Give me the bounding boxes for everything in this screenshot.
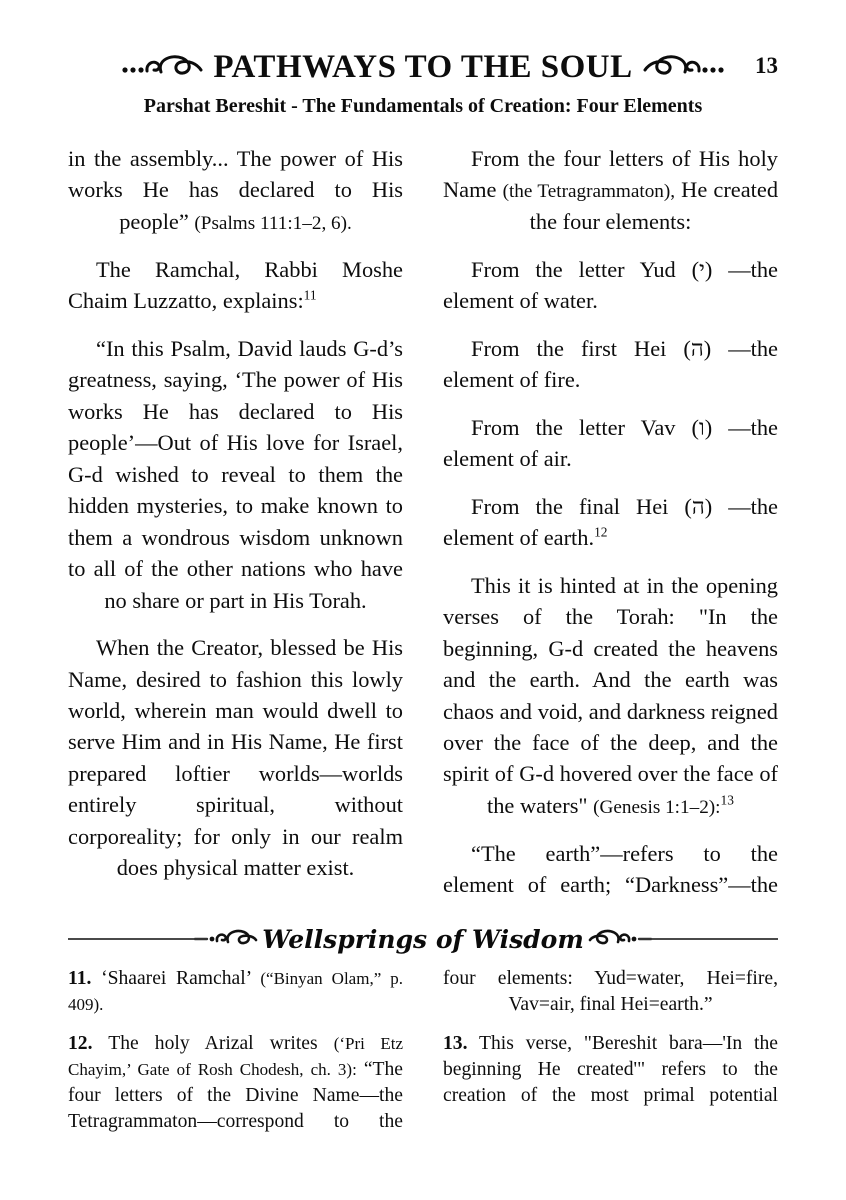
footnote-13	[443, 1031, 778, 1109]
divider-flourish-right-icon	[588, 928, 652, 950]
scroll-flourish-right-icon	[641, 52, 725, 82]
paragraph-text: The Ramchal, Rabbi Moshe Chaim Luzzatto, explains:	[68, 256, 403, 314]
divider-rule-right	[652, 938, 778, 940]
page-number: 13	[755, 53, 778, 78]
paragraph	[443, 412, 778, 475]
paragraph	[443, 491, 778, 554]
footnote-text: The holy Arizal writes	[92, 1032, 334, 1054]
left-column	[68, 143, 403, 917]
footnote-text: four elements: Yud=water, Hei=fire, Vav=air, final Hei=earth.”	[443, 967, 778, 1015]
paragraph	[68, 254, 403, 317]
chapter-subtitle: Parshat Bereshit - The Fundamentals of Creation: Four Elements	[143, 95, 703, 117]
right-column	[443, 143, 778, 917]
paragraph-text: From the first Hei (ה) —the element of fire.	[443, 335, 778, 393]
footnote-citation: (‘Pri Etz Chayim,’ Gate of Rosh Chodesh, ch. 3):	[68, 1033, 403, 1079]
wellsprings-title: Wellsprings of Wisdom	[262, 924, 584, 954]
paragraph-text: From the letter Vav (ו) —the element of air.	[443, 414, 778, 472]
paragraph-text: “The earth”—refers to the element of earth; “Darkness”—the	[443, 840, 778, 898]
footnote-text: “The four letters of the Divine Name—the Tetragrammaton—correspond to the	[68, 1058, 403, 1133]
paragraph-text: This it is hinted at in the opening verses of the Torah: "In the beginning, G-d created the heavens and the earth. And the earth was chaos and void, and darkness reigned over the face of the deep, and the spirit of G-d hovered over the face of the waters"	[443, 572, 778, 818]
footnotes-columns	[68, 966, 778, 1148]
footnotes-section	[68, 925, 778, 1148]
divider-rule-left	[68, 938, 194, 940]
footnote-number: 11.	[68, 967, 92, 989]
footnote-ref: 12	[594, 524, 608, 540]
citation: (Psalms 111:1–2, 6).	[194, 212, 352, 234]
paragraph-text: in the assembly... The power of His works He has declared to His people”	[68, 146, 403, 234]
paragraph-text: When the Creator, blessed be His Name, desired to fashion this lowly world, wherein man would dwell to serve Him and in His Name, He first prepared loftier worlds—worlds entirely spiritual, without corporeality; for only in our realm does physical matter exist.	[68, 635, 403, 881]
scroll-flourish-left-icon	[121, 52, 205, 82]
paragraph-text: From the final Hei (ה) —the element of earth.	[443, 493, 778, 551]
footnote-number: 12.	[68, 1032, 93, 1054]
paragraph	[443, 333, 778, 396]
footnote-text: ‘Shaarei Ramchal’	[91, 967, 261, 989]
paragraph	[443, 570, 778, 822]
footnote-12-continued	[443, 966, 778, 1018]
footnote-citation: (“Binyan Olam,” p. 409).	[68, 968, 403, 1014]
paragraph-text: From the four letters of His holy Name	[443, 146, 778, 203]
divider-flourish-left-icon	[194, 928, 258, 950]
citation: (Genesis 1:1–2):	[593, 796, 721, 818]
wellsprings-divider	[68, 925, 778, 954]
footnote-text: This verse, "Bereshit bara—'In the beginning He created'" refers to the creation of the most primal potential	[443, 1032, 778, 1107]
footnote-11	[68, 966, 403, 1018]
page-header	[68, 44, 778, 118]
paragraph	[68, 143, 403, 238]
footnote-ref: 13	[720, 792, 734, 808]
paragraph-text: From the letter Yud (י) —the element of water.	[443, 256, 778, 314]
paragraph-text: “In this Psalm, David lauds G-d’s greatness, saying, ‘The power of His works He has declared to His people’—Out of His love for Israel, G-d wished to reveal to them the hidden mysteries, to make known to them a wondrous wisdom unknown to all of the other nations who have no share or part in His Torah.	[68, 335, 403, 613]
footnote-12	[68, 1031, 403, 1135]
parenthetical: (the Tetragrammaton),	[502, 181, 676, 203]
paragraph	[68, 333, 403, 616]
paragraph	[443, 254, 778, 317]
paragraph	[443, 143, 778, 238]
paragraph	[443, 838, 778, 901]
paragraph-text: He created the four elements:	[529, 177, 779, 235]
book-title: PATHWAYS TO THE SOUL	[213, 48, 633, 85]
footnotes-right-column	[443, 966, 778, 1148]
paragraph	[68, 632, 403, 884]
footnotes-left-column	[68, 966, 403, 1148]
two-column-body	[68, 143, 778, 917]
title-row	[68, 44, 778, 90]
footnote-ref: 11	[303, 287, 317, 303]
footnote-number: 13.	[443, 1032, 468, 1054]
